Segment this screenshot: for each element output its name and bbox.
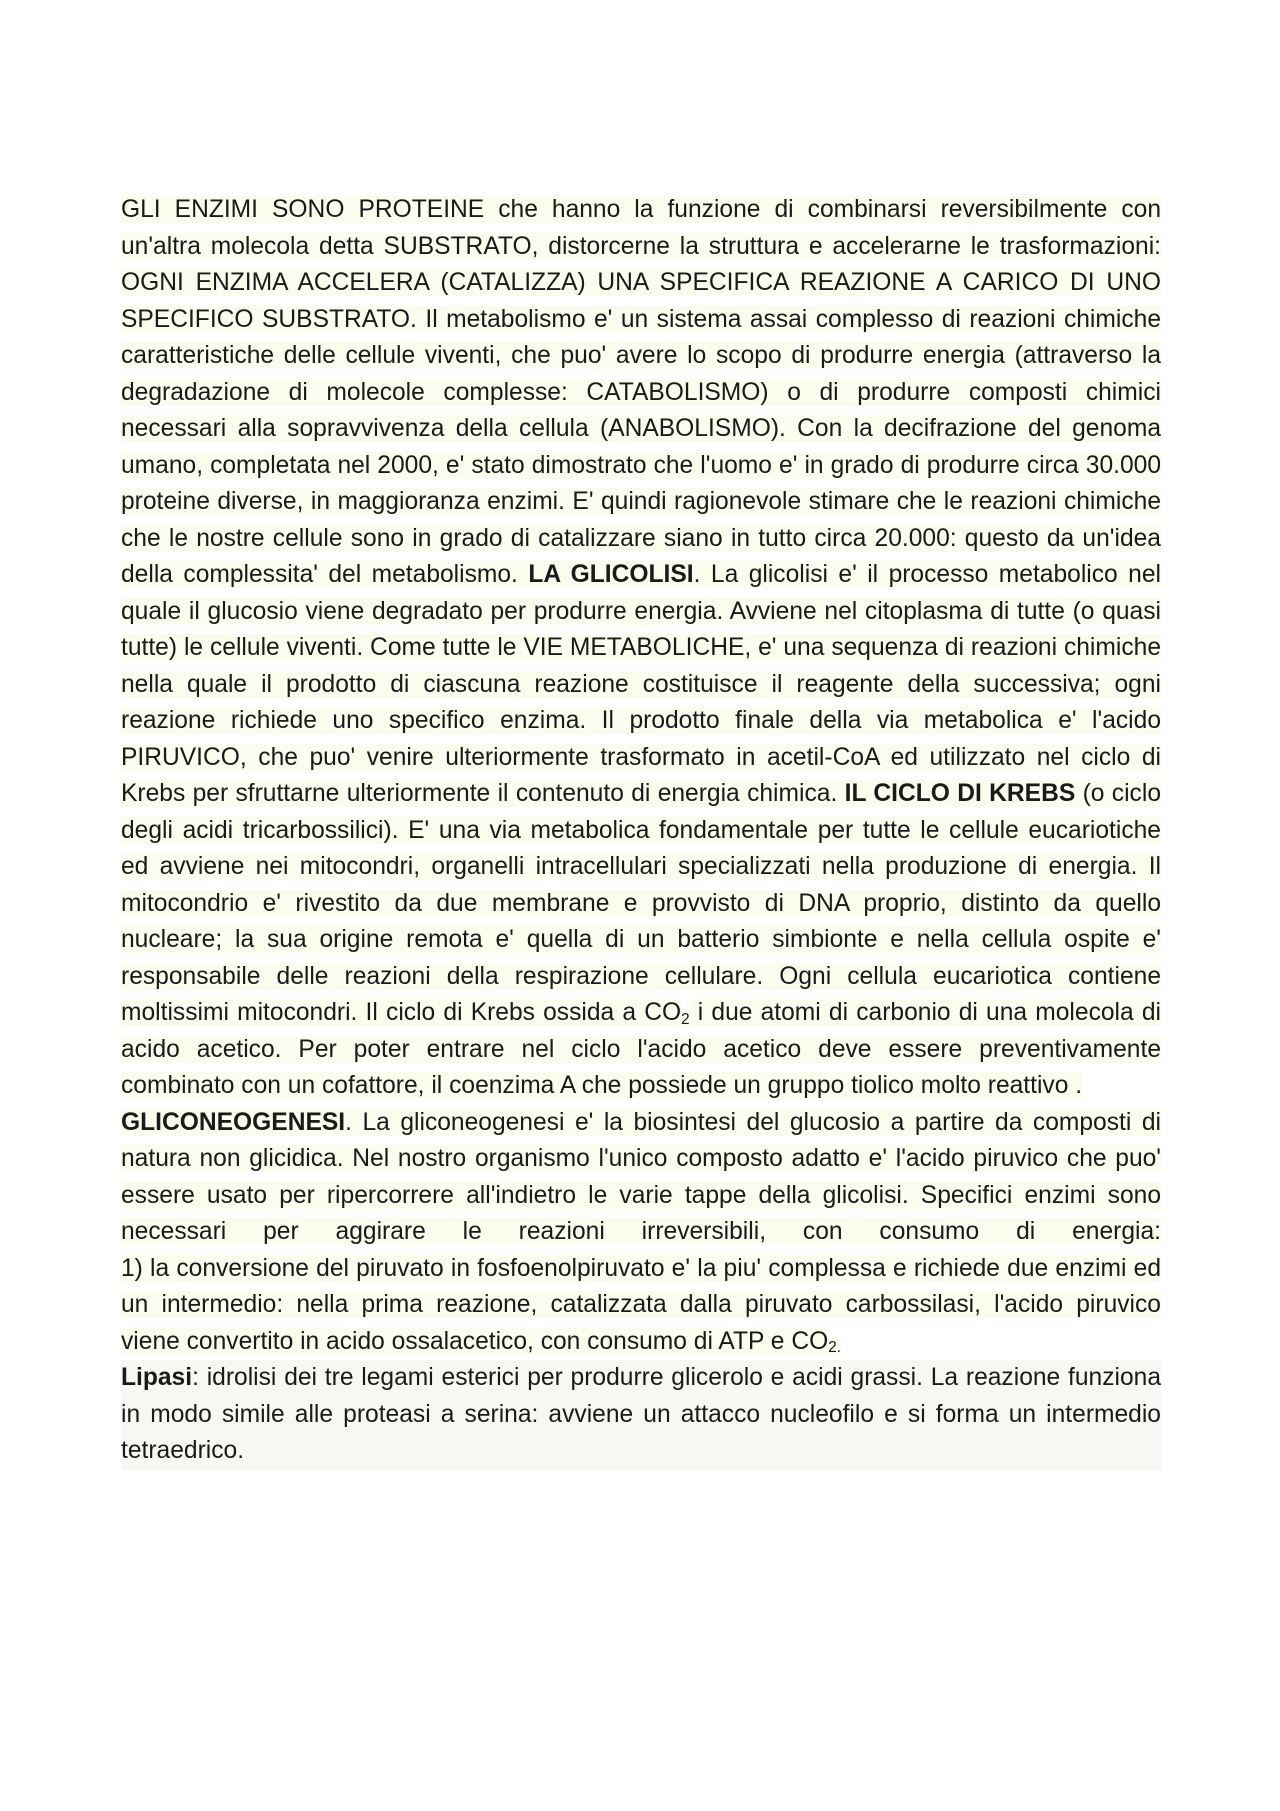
paragraph-gliconeogenesi xyxy=(121,1105,1161,1251)
lipasi-heading: Lipasi xyxy=(121,1364,193,1391)
glicolisi-heading: LA GLICOLISI xyxy=(528,561,694,588)
co2-subscript: 2 xyxy=(681,1010,690,1028)
paragraph-conversione-piruvato xyxy=(121,1251,1161,1361)
lipasi-text: : idrolisi dei tre legami esterici per produrre glicerolo e acidi grassi. La reazione funziona in modo simile alle proteasi a serina: avviene un attacco nucleofilo e si forma un intermedio tetraedrico. xyxy=(121,1364,1161,1464)
enzimi-lead: GLI ENZIMI SONO PROTEINE xyxy=(121,196,485,223)
krebs-heading: IL CICLO DI KREBS xyxy=(844,780,1076,807)
paragraph-lipasi xyxy=(121,1360,1161,1470)
glicolisi-text: . La glicolisi e' il processo metabolico nel quale il glucosio viene degradato per produrre energia. Avviene nel citoplasma di tutte (o quasi tutte) le cellule viventi. Come tutte le VIE METABOLICHE, e' una sequenza di reazioni chimiche nella quale il prodotto di ciascuna reazione costituisce il reagente della successiva; ogni reazione richiede uno specifico enzima. Il prodotto finale della via metabolica e' l'acido PIRUVICO, che puo' venire ulteriormente trasformato in acetil-CoA ed utilizzato nel ciclo di Krebs per sfruttarne ulteriormente il contenuto di energia chimica. xyxy=(121,561,1161,807)
conversione-piruvato-text: 1) la conversione del piruvato in fosfoenolpiruvato e' la piu' complessa e richiede due enzimi ed un intermedio: nella prima reazione, catalizzata dalla piruvato carbossilasi, l'acido piruvico viene convertito in acido ossalacetico, con consumo di ATP e CO xyxy=(121,1254,1161,1355)
gliconeogenesi-heading: GLICONEOGENESI xyxy=(121,1108,346,1136)
enzimi-metabolismo-text: che hanno la funzione di combinarsi reversibilmente con un'altra molecola detta SUBSTRATO, distorcerne la struttura e accelerarne le trasformazioni: OGNI ENZIMA ACCELERA (CATALIZZA) UNA SPECIFICA REAZIONE A CARICO DI UNO SPECIFICO SUBSTRATO. Il metabolismo e' un sistema assai complesso di reazioni chimiche caratteristiche delle cellule viventi, che puo' avere lo scopo di produrre energia (attraverso la degradazione di molecole complesse: CATABOLISMO) o di produrre composti chimici necessari alla sopravvivenza della cellula (ANABOLISMO). Con la decifrazione del genoma umano, completata nel 2000, e' stato dimostrato che l'uomo e' in grado di produrre circa 30.000 proteine diverse, in maggioranza enzimi. E' quindi ragionevole stimare che le reazioni chimiche che le nostre cellule sono in grado di catalizzare siano in tutto circa 20.000: questo da un'idea della complessita' del metabolismo. xyxy=(121,196,1162,588)
krebs-text-part-a: (o ciclo degli acidi tricarbossilici). E' una via metabolica fondamentale per tutte le cellule eucariotiche ed avviene nei mitocondri, organelli intracellulari specializzati nella produzione di energia. Il mitocondrio e' rivestito da due membrane e provvisto di DNA proprio, distinto da quello nucleare; la sua origine remota e' quella di un batterio simbionte e nella cellula ospite e' responsabile delle reazioni della respirazione cellulare. Ogni cellula eucariotica contiene moltissimi mitocondri. Il ciclo di Krebs ossida a CO xyxy=(121,780,1161,1026)
document-body xyxy=(121,192,1161,1470)
gliconeogenesi-text: . La gliconeogenesi e' la biosintesi del glucosio a partire da composti di natura non glicidica. Nel nostro organismo l'unico composto adatto e' l'acido piruvico che puo' essere usato per ripercorrere all'indietro le varie tappe della glicolisi. Specifici enzimi sono necessari per aggirare le reazioni irreversibili, con consumo di energia: xyxy=(121,1108,1161,1245)
paragraph-enzimi-metabolismo xyxy=(121,192,1161,1105)
krebs-text-part-b: i due atomi di carbonio di una molecola di acido acetico. Per poter entrare nel ciclo l'acido acetico deve essere preventivamente combinato con un cofattore, il coenzima A che possiede un gruppo tiolico molto reattivo . xyxy=(121,999,1162,1099)
co2-subscript-2: 2. xyxy=(828,1339,841,1357)
